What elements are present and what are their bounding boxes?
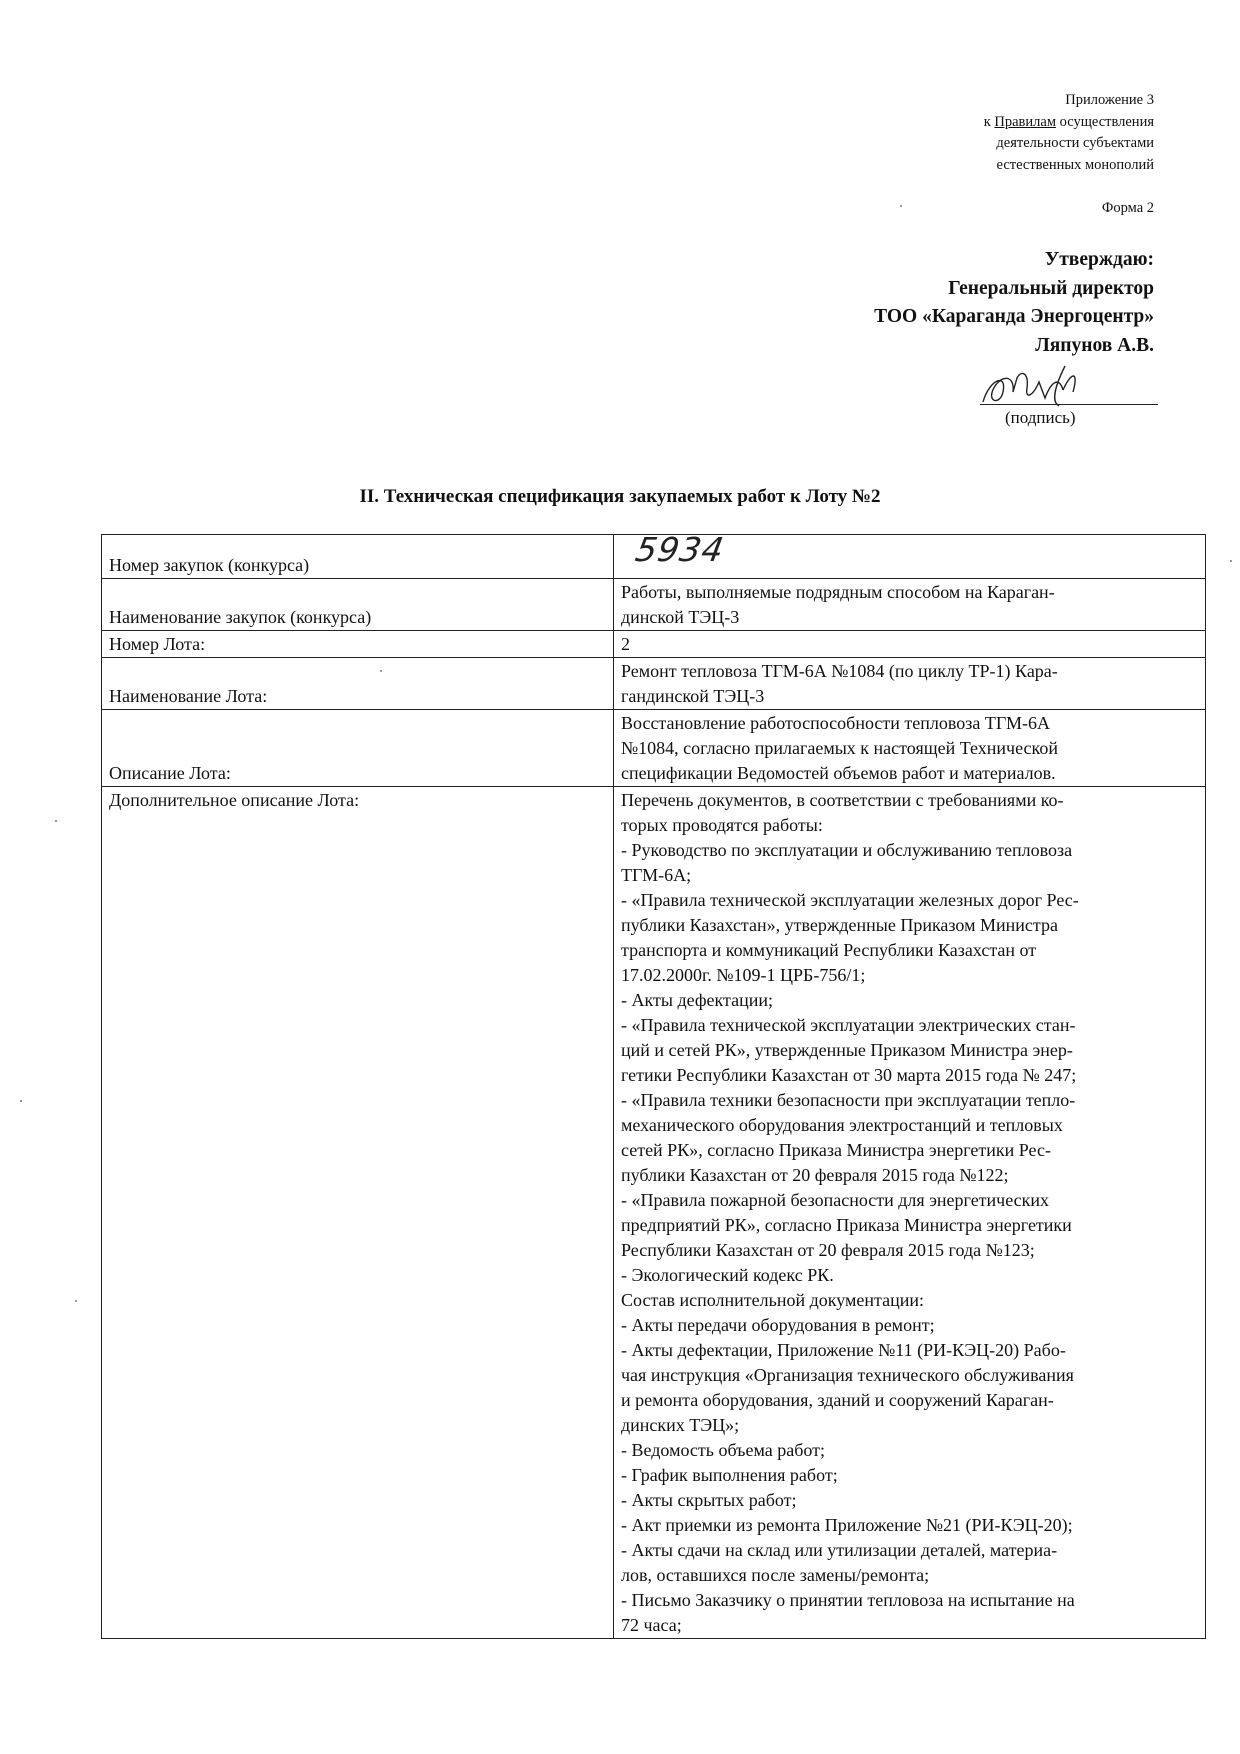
appendix-line-2-suffix: осуществления [1056, 113, 1154, 130]
purchase-name-label: Наименование закупок (конкурса) [102, 579, 614, 631]
purchase-name-value: Работы, выполняемые подрядным способом на Караган- динской ТЭЦ-3 [614, 579, 1206, 631]
scan-speck [75, 1300, 77, 1302]
list-item: - Акты передачи оборудования в ремонт; [621, 1315, 935, 1335]
lot-number-value: 2 [614, 631, 1206, 658]
table-row-lot-description [102, 710, 1206, 787]
list-item: - Акты дефектации, Приложение №11 (РИ-КЭЦ-20) Рабо- чая инструкция «Организация технического обслуживания и ремонта оборудования, зданий и сооружений Караган- динских ТЭЦ»; [621, 1340, 1074, 1435]
list-item: - «Правила технической эксплуатации электрических стан- ций и сетей РК», утвержденные Приказом Министра энер- гетики Республики Казахстан от 30 марта 2015 года № 247; [621, 1015, 1077, 1085]
list-item: - «Правила пожарной безопасности для энергетических предприятий РК», согласно Приказа Министра энергетики Республики Казахстан от 20 февраля 2015 года №123; [621, 1190, 1072, 1260]
approval-name: Ляпунов А.В. [1035, 334, 1154, 356]
appendix-line-1: Приложение 3 [1065, 92, 1154, 108]
form-number: Форма 2 [1101, 200, 1154, 216]
purchase-number-label: Номер закупок (конкурса) [102, 535, 614, 579]
additional-description-value [614, 787, 1206, 1639]
purchase-number-value: 5934 [632, 530, 728, 569]
list-item: - Акты сдачи на склад или утилизации деталей, материа- лов, оставшихся после замены/ремонта; [621, 1540, 1058, 1585]
scan-speck [55, 820, 57, 822]
scan-speck [1230, 560, 1232, 562]
appendix-line-3: деятельности субъектами [996, 135, 1154, 151]
appendix-line-2-prefix: к [983, 113, 995, 130]
appendix-line-2 [984, 112, 1154, 134]
approval-block [874, 246, 1154, 360]
appendix-line-4: естественных монополий [996, 156, 1154, 173]
list-item: - Акт приемки из ремонта Приложение №21 (РИ-КЭЦ-20); [621, 1515, 1073, 1535]
specification-table [101, 530, 1206, 1639]
list-item: - График выполнения работ; [621, 1465, 838, 1485]
additional-description-label: Дополнительное описание Лота: [102, 787, 614, 1639]
signature-line [980, 404, 1158, 405]
lot-name-label: Наименование Лота: [102, 658, 614, 710]
purchase-number-cell [614, 530, 1206, 579]
list-item: - Акты скрытых работ; [621, 1490, 797, 1510]
lot-number-label: Номер Лота: [102, 631, 614, 658]
approval-heading: Утверждаю: [1044, 249, 1154, 270]
approval-company: ТОО «Караганда Энергоцентр» [874, 306, 1154, 327]
scan-speck [20, 1100, 22, 1102]
table-row-additional-description [102, 787, 1206, 1639]
lot-description-value: Восстановление работоспособности тепловоза ТГМ-6А №1084, согласно прилагаемых к настоящей Технической спецификации Ведомостей объемов работ и материалов. [614, 710, 1206, 787]
table-row-lot-number [102, 631, 1206, 658]
list-item: - Письмо Заказчику о принятии тепловоза на испытание на 72 часа; [621, 1590, 1075, 1635]
rules-link[interactable]: Правилам [994, 113, 1057, 130]
document-title: II. Техническая спецификация закупаемых работ к Лоту №2 [359, 486, 881, 507]
table-row-lot-name [102, 658, 1206, 710]
table-row-purchase-number [102, 535, 1206, 579]
list-item: Состав исполнительной документации: [621, 1290, 924, 1310]
list-item: - Ведомость объема работ; [621, 1440, 826, 1460]
signature-image [955, 362, 1155, 410]
signature-caption: (подпись) [1005, 408, 1076, 427]
scan-speck [380, 670, 382, 672]
scan-speck [900, 205, 902, 207]
list-item: - «Правила технической эксплуатации железных дорог Рес- публики Казахстан», утвержденные Приказом Министра транспорта и коммуникаций Республики Казахстан от 17.02.2000г. №109-1 ЦРБ-756/1; [621, 890, 1079, 985]
list-item: - Акты дефектации; [621, 990, 773, 1010]
lot-name-value: Ремонт тепловоза ТГМ-6А №1084 (по циклу ТР-1) Кара- гандинской ТЭЦ-3 [614, 658, 1206, 710]
list-item: - Экологический кодекс РК. [621, 1265, 834, 1285]
lot-description-label: Описание Лота: [102, 710, 614, 787]
list-item: - «Правила техники безопасности при эксплуатации тепло- механического оборудования электростанций и тепловых сетей РК», согласно Приказа Министра энергетики Рес- публики Казахстан от 20 февраля 2015 года №122; [621, 1090, 1076, 1185]
list-item: Перечень документов, в соответствии с требованиями ко- торых проводятся работы: [621, 790, 1064, 835]
appendix-reference [984, 90, 1154, 176]
approval-position: Генеральный директор [948, 277, 1154, 299]
list-item: - Руководство по эксплуатации и обслуживанию тепловоза ТГМ-6А; [621, 840, 1073, 885]
table-row-purchase-name [102, 579, 1206, 631]
